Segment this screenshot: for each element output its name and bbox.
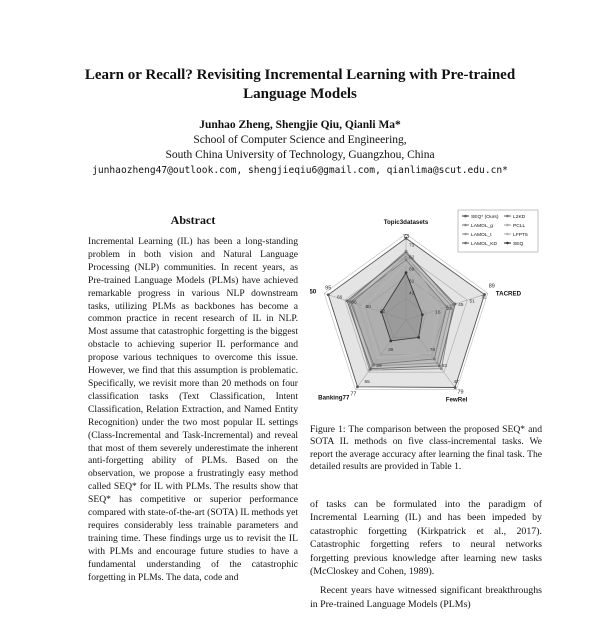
value-label: 66 — [337, 295, 343, 301]
axis-max-label: 79 — [457, 389, 464, 396]
radar-point — [421, 313, 424, 316]
value-label: 29 — [446, 306, 452, 312]
radar-point — [417, 336, 420, 339]
legend-marker — [506, 242, 509, 245]
value-label: 76 — [429, 347, 436, 353]
radar-point — [374, 360, 377, 363]
value-label: 73 — [409, 243, 415, 249]
legend-label: SEQ* (Ours) — [471, 215, 499, 220]
axis-label: TACRED — [495, 290, 522, 298]
radar-point — [405, 262, 408, 265]
radar-point — [433, 358, 436, 361]
legend-marker — [506, 233, 509, 236]
value-label: 47 — [453, 380, 459, 386]
legend-label: LAMOL_g — [471, 224, 494, 229]
radar-point — [389, 339, 392, 342]
value-label: 63 — [441, 363, 448, 369]
legend-label: LAMOL_KD — [471, 242, 498, 247]
body-paragraph-2: Recent years have witnessed significant breakthroughs in Pre-trained Language Models (PLMs) — [310, 585, 542, 610]
legend-label: LAMOL_t — [471, 233, 492, 238]
figure-caption: Figure 1: The comparison between the proposed SEQ* and SOTA IL methods on five class-incremental tasks. We report the average accuracy after learning the final task. The detailed results are provided in Table 1. — [310, 424, 542, 473]
abstract-heading: Abstract — [170, 213, 216, 227]
author-emails: junhaozheng47@outlook.com, shengjieqiu6@gmail.com, qianlima@scut.edu.cn* — [92, 165, 508, 176]
radar-chart — [310, 208, 542, 418]
author-names: Junhao Zheng, Shengjie Qiu, Qianli Ma* — [199, 119, 401, 131]
radar-point — [369, 367, 372, 370]
value-label: 80 — [365, 304, 371, 310]
axis-max-label: 95 — [325, 285, 332, 292]
value-label: 16 — [435, 310, 441, 316]
radar-point — [454, 303, 457, 306]
radar-point — [377, 356, 380, 359]
value-label: 36 — [388, 347, 394, 353]
radar-point — [327, 293, 330, 296]
axis-label: Topic3datasets — [383, 219, 429, 226]
radar-point — [405, 271, 408, 274]
author-block — [40, 118, 560, 178]
axis-max-label: 73 — [402, 234, 410, 240]
axis-label: FewRel — [445, 396, 468, 404]
value-label: 69 — [409, 267, 415, 273]
value-label: 62 — [409, 255, 415, 261]
radar-point — [431, 355, 434, 358]
axis-label: Banking77 — [318, 394, 350, 402]
value-label: 72 — [379, 309, 386, 315]
value-label: 55 — [364, 380, 370, 386]
value-label: 61 — [409, 279, 415, 285]
abstract-text: Incremental Learning (IL) has been a long-standing problem in both vision and Natural Language Processing (NLP) communities. In recent years, as Pre-trained Language Models (PLMs) have achieved remarkable progress in various NLP downstream tasks, utilizing PLMs as backbones has become a common practice in recent research of IL in NLP. Most assume that catastrophic forgetting is the biggest obstacle to achieving superior IL performance and propose various techniques to overcome this issue. However, we find that this assumption is problematic. Specifically, we revisit more than 20 methods on four classification tasks (Text Classification, Intent Classification, Relation Extraction, and Named Entity Recognition) under the two most popular IL settings (Class-Incremental and Task-Incremental) and reveal that most of them severely underestimate the inherent anti-forgetting ability of PLMs. Based on the observation, we propose a frustratingly easy method called SEQ* for IL with PLMs. The results show that SEQ* has competitive or superior performance compared with state-of-the-art (SOTA) IL methods yet requires considerably less trainable parameters and training time. These findings urge us to revisit the IL with PLMs and encourage future studies to have a fundamental understanding of the catastrophic forgetting in PLMs. The data, code and — [88, 236, 298, 583]
legend-label: PCLL — [513, 224, 526, 229]
value-label: 71 — [480, 295, 487, 301]
legend-label: SEQ — [513, 242, 524, 247]
legend-label: LFPT5 — [513, 233, 528, 238]
paper-title: Learn or Recall? Revisiting Incremental Learning with Pre-trained Language Models — [84, 67, 516, 102]
legend-marker — [464, 233, 467, 236]
axis-max-label: 77 — [350, 391, 357, 398]
legend-marker — [464, 215, 467, 218]
radar-point — [454, 386, 457, 389]
radar-point — [346, 299, 349, 302]
radar-point — [441, 307, 444, 310]
radar-point — [357, 303, 360, 306]
radar-point — [372, 363, 375, 366]
value-label: 51 — [469, 299, 475, 305]
radar-point — [362, 305, 365, 308]
body-paragraph-1: of tasks can be formulated into the paradigm of Incremental Learning (IL) and has been impeded by catastrophic forgetting (Kirkpatrick et al., 2017). Catastrophic forgetting refers to neural networks forgetting previous knowledge after learning new tasks (McCloskey and Cohen, 1989). — [310, 499, 542, 578]
radar-point — [356, 385, 359, 388]
value-label: 29 — [376, 363, 382, 369]
value-label: 45 — [458, 303, 464, 309]
radar-chart-figure — [310, 208, 542, 418]
affiliation-line-1: School of Computer Science and Engineering, — [193, 134, 407, 146]
legend-marker — [464, 224, 467, 227]
radar-point — [438, 365, 441, 368]
body-text — [310, 498, 542, 617]
radar-point — [405, 253, 408, 256]
legend-marker — [464, 242, 467, 245]
legend-marker — [506, 215, 509, 218]
legend-marker — [506, 224, 509, 227]
value-label: 86 — [351, 300, 357, 306]
axis-label: 50 — [310, 288, 317, 296]
affiliation-line-2: South China University of Technology, Guangzhou, China — [165, 149, 435, 161]
axis-max-label: 89 — [488, 283, 495, 290]
value-label: 41 — [409, 291, 415, 297]
legend-label: L2KD — [513, 215, 526, 220]
